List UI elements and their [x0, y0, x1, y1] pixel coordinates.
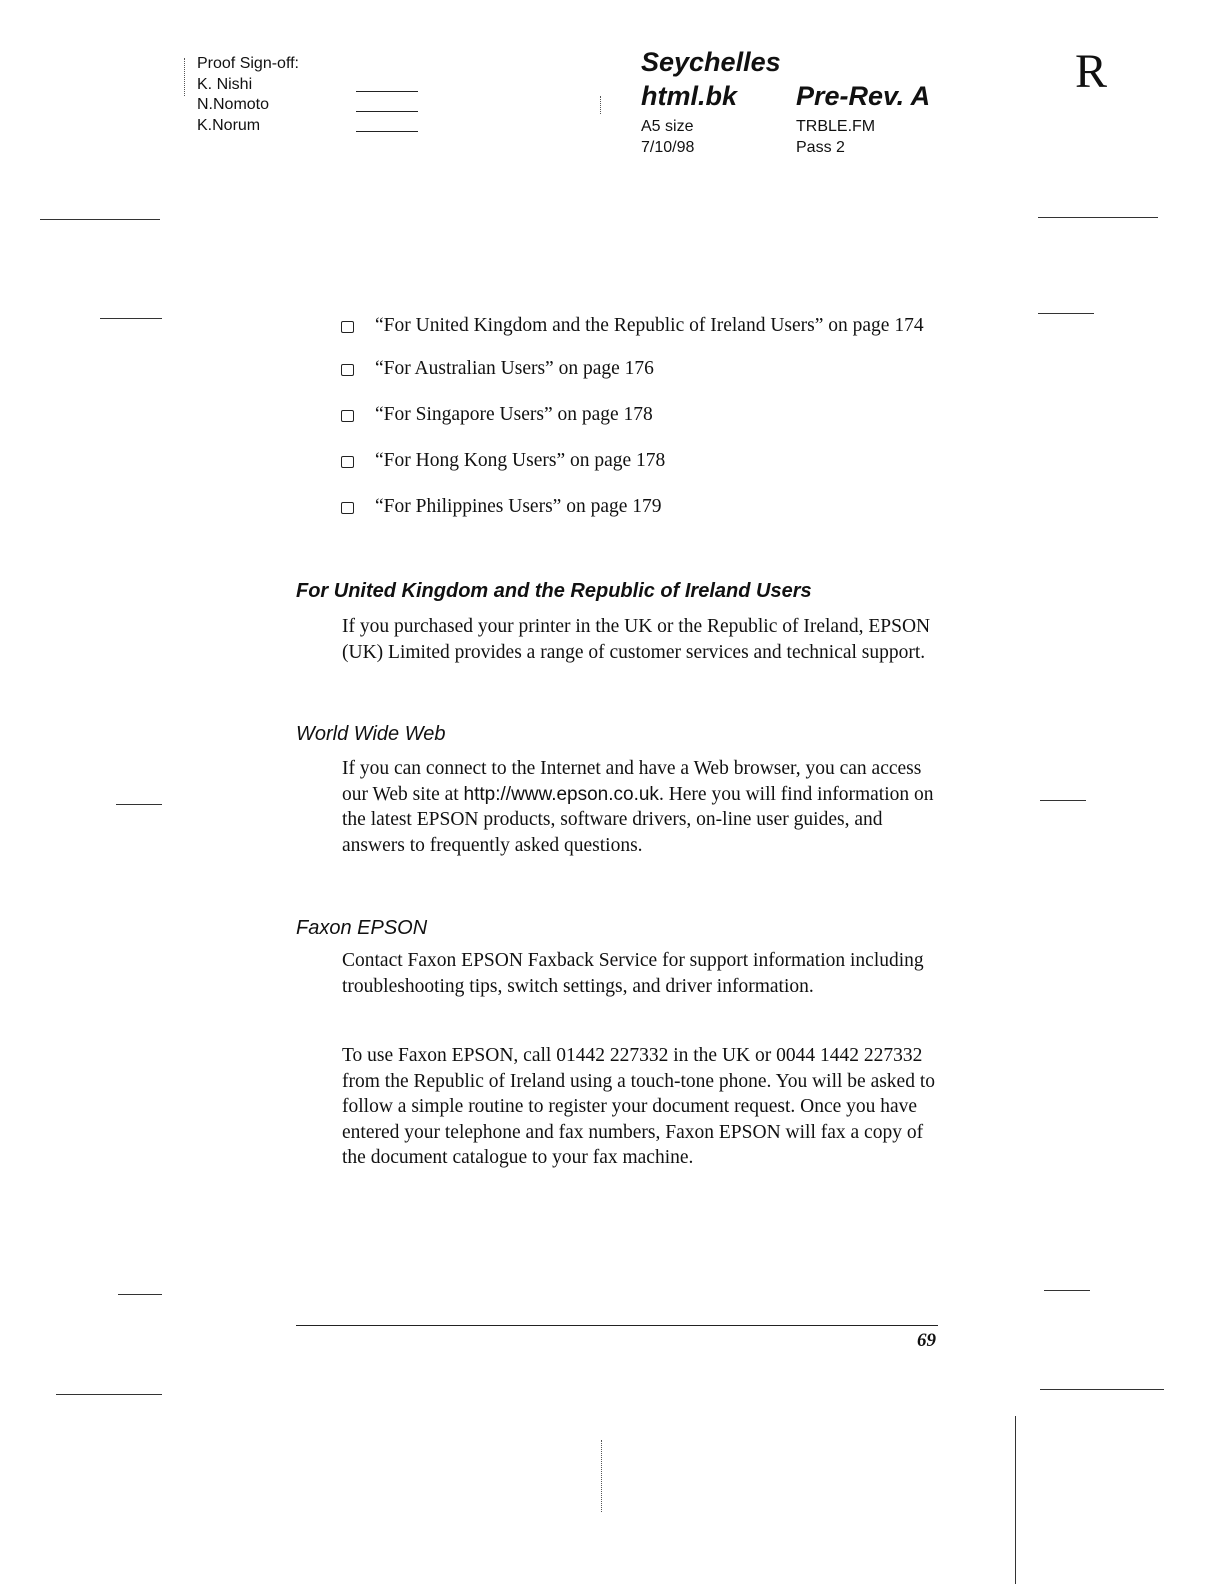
- checkbox-bullet-icon: [341, 502, 354, 514]
- section-intro: If you purchased your printer in the UK or the Republic of Ireland, EPSON (UK) Limited provides a range of customer services and technical support.: [342, 616, 931, 663]
- web-text-after: . Here you will find information on the latest EPSON products, software drivers, on-line user guides, and answers to frequently asked questions.: [342, 783, 934, 856]
- list-item-text: “For Philippines Users” on page 179: [375, 496, 662, 517]
- crop-mark-right-upper: [1038, 313, 1094, 314]
- signoff-line-3: [356, 131, 418, 132]
- list-item-text: “For United Kingdom and the Republic of Ireland Users” on page 174: [375, 315, 924, 336]
- crop-mark-right-bottom: [1040, 1389, 1164, 1390]
- web-text-before: If you can connect to the Internet and have a Web browser, you can access our Web site at: [342, 758, 922, 805]
- faxon-paragraph-2: To use Faxon EPSON, call 01442 227332 in the UK or 0044 1442 227332 from the Republic of Ireland using a touch-tone phone. You will be asked to follow a simple routine to register your document request. Once you have entered your telephone and fax numbers, Faxon EPSON will fax a copy of the document catalogue to your fax machine.: [342, 1045, 936, 1168]
- bottom-center-dots: [601, 1440, 602, 1512]
- frame-file-label: TRBLE.FM: [796, 118, 876, 135]
- faxon-heading: Faxon EPSON: [296, 917, 428, 939]
- web-paragraph: [342, 756, 942, 858]
- proof-signoff-block: [197, 54, 299, 136]
- list-item: [338, 494, 938, 520]
- crop-mark-left-middle: [116, 804, 162, 805]
- epson-uk-url-link[interactable]: http://www.epson.co.uk: [463, 783, 659, 805]
- signoff-dotted-margin: [184, 58, 185, 96]
- list-item: [338, 356, 938, 382]
- section-heading: For United Kingdom and the Republic of Ireland Users: [296, 580, 812, 602]
- date-label: 7/10/98: [641, 139, 695, 156]
- web-heading: World Wide Web: [296, 723, 446, 745]
- crop-mark-right-top: [1038, 217, 1158, 218]
- list-item: [338, 402, 938, 428]
- page-number: 69: [917, 1330, 936, 1351]
- signoff-title: Proof Sign-off:: [197, 55, 299, 72]
- faxon-paragraph-1: Contact Faxon EPSON Faxback Service for support information including troubleshooting tips, switch settings, and driver information.: [342, 950, 924, 997]
- crop-mark-right-middle: [1040, 800, 1086, 801]
- header-center-dots: [600, 96, 601, 114]
- crop-mark-right-lower: [1044, 1290, 1090, 1291]
- pass-label: Pass 2: [796, 139, 845, 156]
- signoff-line-1: [356, 91, 418, 92]
- footer-rule: [296, 1325, 938, 1326]
- checkbox-bullet-icon: [341, 321, 354, 333]
- list-item: [338, 313, 938, 339]
- checkbox-bullet-icon: [341, 456, 354, 468]
- book-file-title: html.bk: [641, 81, 738, 111]
- crop-mark-left-top: [40, 219, 160, 220]
- signoff-name-1: K. Nishi: [197, 75, 253, 93]
- signoff-name-2: N.Nomoto: [197, 96, 270, 113]
- chapter-letter: R: [1075, 45, 1108, 98]
- crop-mark-left-upper: [100, 318, 162, 319]
- signoff-name-3: K.Norum: [197, 116, 261, 134]
- crop-mark-left-bottom: [56, 1394, 162, 1395]
- checkbox-bullet-icon: [341, 410, 354, 422]
- right-edge-line: [1015, 1416, 1016, 1584]
- list-item: [338, 448, 938, 474]
- list-item-text: “For Hong Kong Users” on page 178: [375, 450, 666, 471]
- project-title: Seychelles: [641, 47, 781, 77]
- revision-title: Pre-Rev. A: [796, 81, 931, 111]
- crop-mark-left-lower: [118, 1294, 162, 1295]
- list-item-text: “For Singapore Users” on page 178: [375, 404, 653, 425]
- page-size-label: A5 size: [641, 118, 694, 135]
- list-item-text: “For Australian Users” on page 176: [375, 358, 654, 379]
- checkbox-bullet-icon: [341, 364, 354, 376]
- signoff-line-2: [356, 111, 418, 112]
- user-region-list: [338, 313, 938, 540]
